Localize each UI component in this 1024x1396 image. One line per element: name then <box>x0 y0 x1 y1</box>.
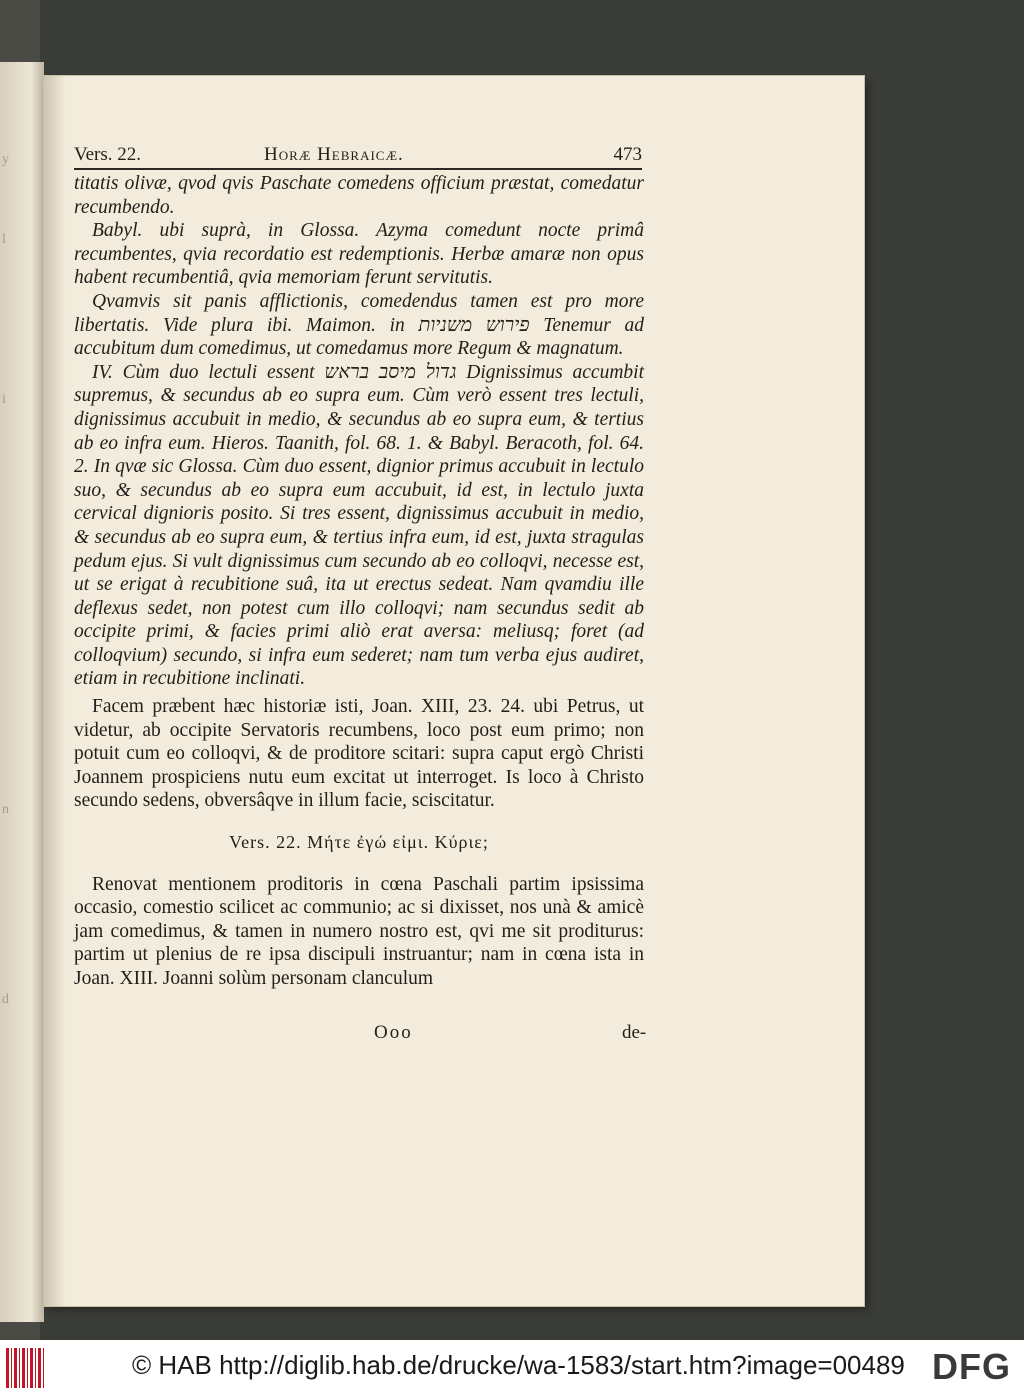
page-gutter-shadow <box>44 76 66 1306</box>
book-page <box>44 76 864 1306</box>
body-text <box>74 172 644 991</box>
dfg-logo: DFG <box>932 1346 1011 1387</box>
barcode-icon <box>6 1348 44 1388</box>
page-number: 473 <box>613 144 642 165</box>
paragraph: Facem præbent hæc historiæ isti, Joan. XIII, 23. 24. ubi Petrus, ut videtur, ab occipite Servatoris recumbens, loco post eum primo; non potuit cum eo colloqvi, & de proditore scitari: supra caput ergò Christi Joannem prospiciens nutu eum excitat ut interroget. Is loco à Christo secundo sedens, obversâqve in illum facie, sciscitatur. <box>74 696 644 812</box>
running-head-verse: Vers. 22. <box>74 144 142 165</box>
footer-bar <box>0 1340 1024 1396</box>
signature-mark: Ooo <box>374 1022 413 1043</box>
paragraph: Babyl. ubi suprà, in Glossa. Azyma comedunt nocte primâ recumbentes, qvia recordatio est redemptionis. Herbæ amaræ non opus habent recumbentiâ, qvia memoriam ferunt servitutis. <box>74 220 644 289</box>
paragraph: Qvamvis sit panis afflictionis, comedendus tamen est pro more libertatis. Vide plura ibi. Maimon. in פירוש משניות Tenemur ad accubitum dum comedimus, ut comedamus more Regum & magnatum. <box>74 290 645 360</box>
running-head-title: Horæ Hebraicæ. <box>264 144 404 165</box>
copyright-link[interactable]: © HAB http://diglib.hab.de/drucke/wa-1583/start.htm?image=00489 <box>132 1350 905 1380</box>
paragraph: IV. Cùm duo lectuli essent גדול מיסב בראש Dignissimus accumbit supremus, & secundus ab eo supra eum. Cùm verò essent tres lectuli, dignissimus accubuit in medio, & secundus ab eo supra eum, & tertius ab eo infra eum. Hieros. Taanith, fol. 68. 1. & Babyl. Beracoth, fol. 64. 2. In qvæ sic Glossa. Cùm duo essent, dignior primus accubuit in lectulo suo, & secundus ab eo supra eum accubuit, id est, in lectulo juxta cervical dignioris posito. Si tres essent, dignissimus accubuit in medio, & secundus ab eo supra eum, & tertius infra eum, id est, juxta stragulas pedum ejus. Si vult dignissimus cum secundo ab eo colloqvi, necesse est, ut se erigat à recubitione suâ, ita ut erectus sedeat. Nam qvamdiu ille deflexus sedet, non potest cum illo colloqvi; nam secundus sedit ab occipite primi, & facies primi aliò erat aversa: meliusq; foret (ad colloqvium) secundo, si infra eum sederet; nam tum verba ejus audiret, etiam in recubitione inclinati. <box>74 361 644 690</box>
paragraph: titatis olivæ, qvod qvis Paschate comedens officium præstat, comedatur recumbendo. <box>74 173 644 218</box>
catchword: de- <box>622 1022 647 1043</box>
paragraph: Renovat mentionem proditoris in cœna Paschali partim ipsissima occasio, comestio scilicet ac communio; ac si dixisset, nos unà & amicè jam comedimus, & tamen in numero nostro est, qvi me sit proditurus: partim ut plenius de re ipsa discipuli instruantur; nam in cœna ista in Joan. XIII. Joanni solùm personam clanculum <box>74 873 644 989</box>
previous-page-edge: y l i n d <box>0 62 44 1322</box>
running-head <box>74 142 642 170</box>
section-heading: Vers. 22. Μήτε ἐγώ εἰμι. Κύριε; <box>229 832 489 853</box>
